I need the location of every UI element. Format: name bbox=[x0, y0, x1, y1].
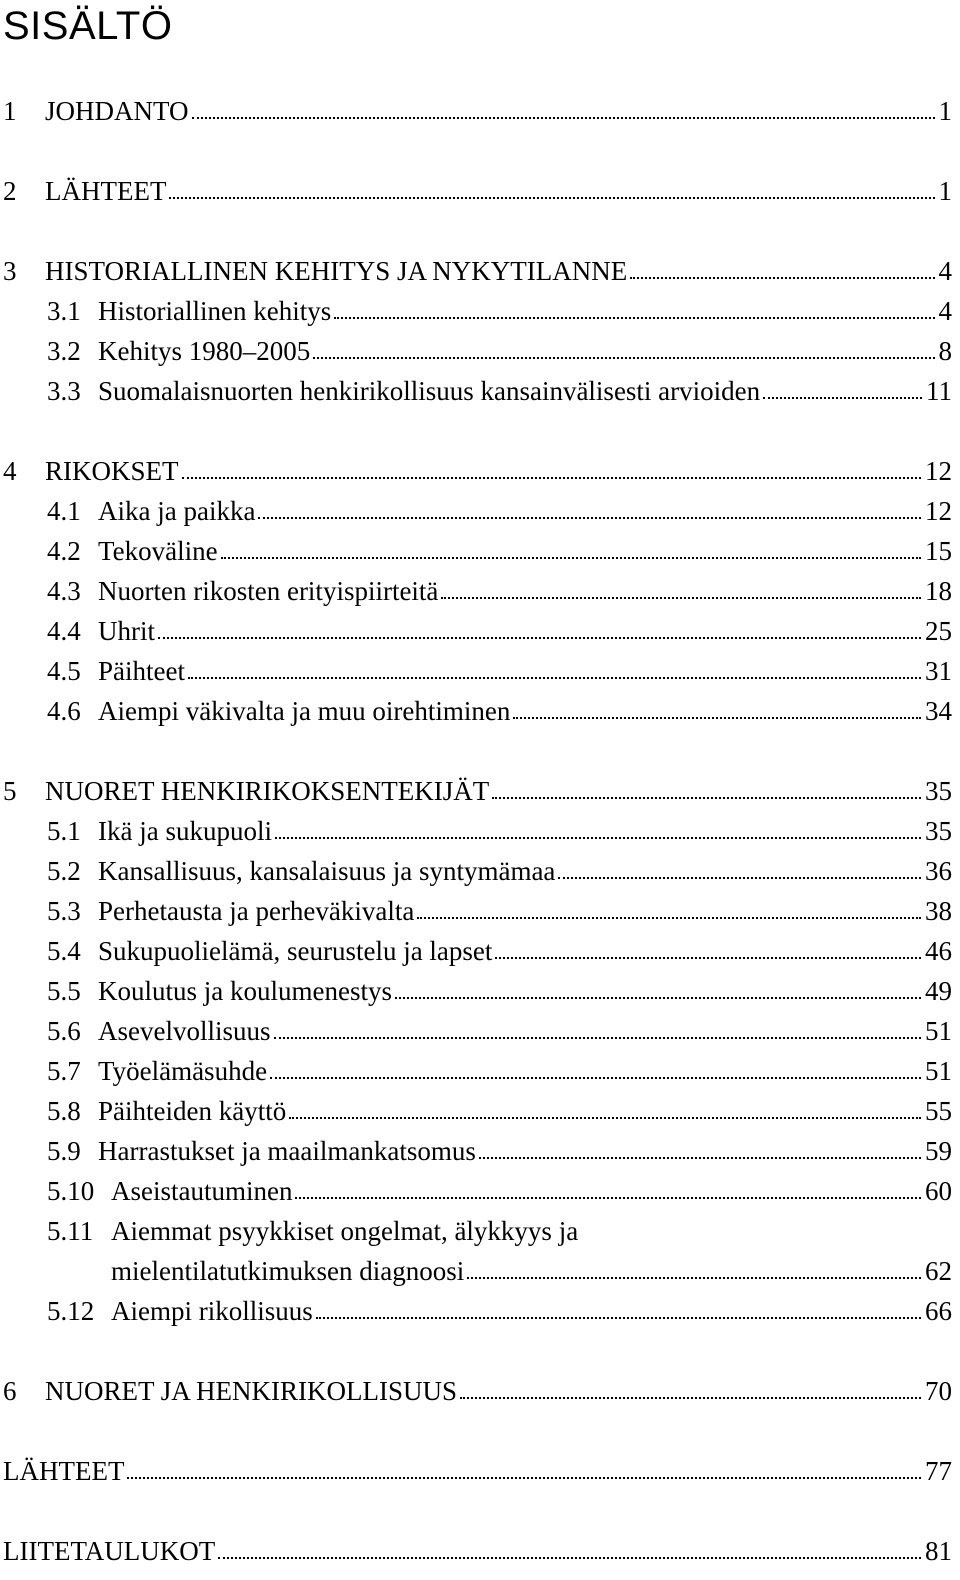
toc-entry bbox=[0, 1448, 960, 1488]
toc-entry-page: 35 bbox=[925, 776, 952, 806]
toc-entry-number: 5.4 bbox=[47, 936, 81, 966]
toc-entry-title: HISTORIALLINEN KEHITYS JA NYKYTILANNE bbox=[45, 256, 628, 286]
toc-entry-page: 11 bbox=[926, 376, 952, 406]
dot-leader bbox=[313, 1288, 925, 1328]
toc-entry-page: 1 bbox=[938, 176, 952, 206]
dot-leader bbox=[331, 288, 938, 328]
dot-leader bbox=[179, 448, 926, 488]
dot-leader bbox=[255, 488, 925, 528]
dot-leader bbox=[414, 888, 925, 928]
toc-entry bbox=[0, 168, 960, 208]
dot-leader bbox=[272, 808, 925, 848]
toc-entry-number: 6 bbox=[3, 1376, 17, 1406]
toc-entry bbox=[0, 1168, 960, 1208]
toc-entry-page: 34 bbox=[925, 696, 952, 726]
toc-entry-page: 12 bbox=[925, 496, 952, 526]
toc-entry-title: Uhrit bbox=[98, 616, 155, 646]
toc-entry-title: Tekoväline bbox=[98, 536, 218, 566]
toc-entry bbox=[0, 1088, 960, 1128]
dot-leader bbox=[292, 1168, 925, 1208]
toc-entry bbox=[0, 1528, 960, 1568]
toc-entry-title: Aiemmat psyykkiset ongelmat, älykkyys ja bbox=[111, 1216, 579, 1246]
toc-entry-title-continued: mielentilatutkimuksen diagnoosi bbox=[111, 1256, 465, 1286]
toc-entry bbox=[0, 768, 960, 808]
dot-leader bbox=[218, 528, 925, 568]
toc-entry bbox=[0, 328, 960, 368]
toc-entry bbox=[0, 488, 960, 528]
toc-heading: SISÄLTÖ bbox=[3, 4, 173, 48]
toc-entry bbox=[0, 528, 960, 568]
toc-entry-page: 38 bbox=[925, 896, 952, 926]
toc-entry-title: Koulutus ja koulumenestys bbox=[98, 976, 392, 1006]
toc-entry bbox=[0, 448, 960, 488]
toc-entry-page: 15 bbox=[925, 536, 952, 566]
toc-entry bbox=[0, 1048, 960, 1088]
toc-entry-title: RIKOKSET bbox=[45, 456, 179, 486]
toc-entry-page: 62 bbox=[925, 1256, 952, 1286]
toc-entry-number: 4.5 bbox=[47, 656, 81, 686]
toc-entry-title: Aiempi väkivalta ja muu oirehtiminen bbox=[98, 696, 511, 726]
dot-leader bbox=[166, 168, 938, 208]
toc-entry-page: 55 bbox=[925, 1096, 952, 1126]
toc-entry-page: 8 bbox=[938, 336, 952, 366]
toc-entry-number: 5.6 bbox=[47, 1016, 81, 1046]
toc-entry-title: Suomalaisnuorten henkirikollisuus kansainvälisesti arvioiden bbox=[98, 376, 761, 406]
toc-entry-number: 4 bbox=[3, 456, 17, 486]
toc-entry-page: 59 bbox=[925, 1136, 952, 1166]
toc-entry-title: Nuorten rikosten erityispiirteitä bbox=[98, 576, 439, 606]
toc-entry-number: 3.2 bbox=[47, 336, 81, 366]
toc-entry bbox=[0, 928, 960, 968]
toc-entry-title: Harrastukset ja maailmankatsomus bbox=[98, 1136, 476, 1166]
toc-entry bbox=[0, 1288, 960, 1328]
dot-leader bbox=[310, 328, 938, 368]
toc-entry-title: JOHDANTO bbox=[45, 96, 189, 126]
toc-entry-number: 5.12 bbox=[47, 1296, 95, 1326]
dot-leader bbox=[510, 688, 925, 728]
toc-entry-page: 46 bbox=[925, 936, 952, 966]
dot-leader bbox=[215, 1528, 925, 1568]
toc-entry-number: 5.5 bbox=[47, 976, 81, 1006]
toc-entry bbox=[0, 1208, 960, 1248]
toc-entry-number: 1 bbox=[3, 96, 17, 126]
toc-entry bbox=[0, 888, 960, 928]
toc-entry-number: 5 bbox=[3, 776, 17, 806]
toc-entry-page: 77 bbox=[925, 1456, 952, 1486]
dot-leader bbox=[185, 648, 925, 688]
dot-leader bbox=[124, 1448, 925, 1488]
toc-entry bbox=[0, 368, 960, 408]
toc-entry-title: Asevelvollisuus bbox=[98, 1016, 271, 1046]
dot-leader bbox=[155, 608, 925, 648]
dot-leader bbox=[457, 1368, 925, 1408]
toc-entry-page: 36 bbox=[925, 856, 952, 886]
toc-entry-number: 5.9 bbox=[47, 1136, 81, 1166]
toc-entry-number: 5.8 bbox=[47, 1096, 81, 1126]
dot-leader bbox=[760, 368, 926, 408]
toc-entry-page: 25 bbox=[925, 616, 952, 646]
dot-leader bbox=[286, 1088, 925, 1128]
toc-entry-number: 3.3 bbox=[47, 376, 81, 406]
toc-entry bbox=[0, 608, 960, 648]
toc-entry-number: 5.1 bbox=[47, 816, 81, 846]
toc-entry-title: Ikä ja sukupuoli bbox=[98, 816, 272, 846]
toc-entry-number: 5.3 bbox=[47, 896, 81, 926]
toc-entry-number: 5.10 bbox=[47, 1176, 95, 1206]
toc-entry bbox=[0, 248, 960, 288]
toc-entry-title: LÄHTEET bbox=[3, 1456, 125, 1486]
toc-entry-page: 51 bbox=[925, 1056, 952, 1086]
toc-entry-page: 70 bbox=[925, 1376, 952, 1406]
toc-entry-title: Sukupuolielämä, seurustelu ja lapset bbox=[98, 936, 493, 966]
dot-leader bbox=[438, 568, 925, 608]
dot-leader bbox=[189, 88, 939, 128]
toc-entry-page: 35 bbox=[925, 816, 952, 846]
toc-entry-number: 5.2 bbox=[47, 856, 81, 886]
toc-entry-continuation bbox=[0, 1248, 960, 1288]
toc-entry-title: Päihteet bbox=[98, 656, 185, 686]
dot-leader bbox=[555, 848, 925, 888]
toc-entry-title: Työelämäsuhde bbox=[98, 1056, 268, 1086]
toc-entry bbox=[0, 688, 960, 728]
dot-leader bbox=[267, 1048, 925, 1088]
dot-leader bbox=[271, 1008, 926, 1048]
toc-entry-title: Historiallinen kehitys bbox=[98, 296, 332, 326]
toc-entry-page: 4 bbox=[938, 256, 952, 286]
toc-entry-number: 4.3 bbox=[47, 576, 81, 606]
toc-entry-number: 4.6 bbox=[47, 696, 81, 726]
toc-entry-title: Aiempi rikollisuus bbox=[111, 1296, 313, 1326]
toc-entry-title: LÄHTEET bbox=[45, 176, 167, 206]
toc-entry-page: 60 bbox=[925, 1176, 952, 1206]
toc-entry-page: 66 bbox=[925, 1296, 952, 1326]
toc-entry-number: 2 bbox=[3, 176, 17, 206]
toc-entry bbox=[0, 648, 960, 688]
toc-entry-title: NUORET HENKIRIKOKSENTEKIJÄT bbox=[45, 776, 490, 806]
toc-entry-number: 3 bbox=[3, 256, 17, 286]
toc-entry-title: Perhetausta ja perheväkivalta bbox=[98, 896, 415, 926]
toc-entry-title: Päihteiden käyttö bbox=[98, 1096, 287, 1126]
toc-entry-title: Aika ja paikka bbox=[98, 496, 256, 526]
toc-entry bbox=[0, 848, 960, 888]
toc-entry-page: 81 bbox=[925, 1536, 952, 1566]
toc-entry-number: 4.2 bbox=[47, 536, 81, 566]
toc-entry-title: Kehitys 1980–2005 bbox=[98, 336, 311, 366]
toc-entry-title: Aseistautuminen bbox=[111, 1176, 293, 1206]
toc-entry bbox=[0, 568, 960, 608]
dot-leader bbox=[492, 928, 925, 968]
toc-entry-page: 31 bbox=[925, 656, 952, 686]
toc-entry bbox=[0, 808, 960, 848]
toc-entry bbox=[0, 1128, 960, 1168]
toc-entry-number: 4.4 bbox=[47, 616, 81, 646]
toc-entry-page: 12 bbox=[925, 456, 952, 486]
toc-entry-page: 4 bbox=[938, 296, 952, 326]
toc-entry-number: 5.11 bbox=[47, 1216, 94, 1246]
dot-leader bbox=[392, 968, 925, 1008]
toc-entry bbox=[0, 88, 960, 128]
toc-entry-page: 49 bbox=[925, 976, 952, 1006]
toc-entry-title: NUORET JA HENKIRIKOLLISUUS bbox=[45, 1376, 458, 1406]
dot-leader bbox=[627, 248, 938, 288]
toc-entry-page: 1 bbox=[938, 96, 952, 126]
toc-entry-page: 18 bbox=[925, 576, 952, 606]
dot-leader bbox=[476, 1128, 925, 1168]
toc-entry-page: 51 bbox=[925, 1016, 952, 1046]
dot-leader bbox=[464, 1248, 925, 1288]
toc-entry bbox=[0, 288, 960, 328]
toc-entry-number: 5.7 bbox=[47, 1056, 81, 1086]
toc-entry bbox=[0, 1368, 960, 1408]
toc-entry bbox=[0, 1008, 960, 1048]
dot-leader bbox=[489, 768, 925, 808]
toc-entry-number: 3.1 bbox=[47, 296, 81, 326]
toc-entry-title: Kansallisuus, kansalaisuus ja syntymämaa bbox=[98, 856, 556, 886]
toc-entry bbox=[0, 968, 960, 1008]
toc-entry-number: 4.1 bbox=[47, 496, 81, 526]
toc-entry-title: LIITETAULUKOT bbox=[3, 1536, 216, 1566]
